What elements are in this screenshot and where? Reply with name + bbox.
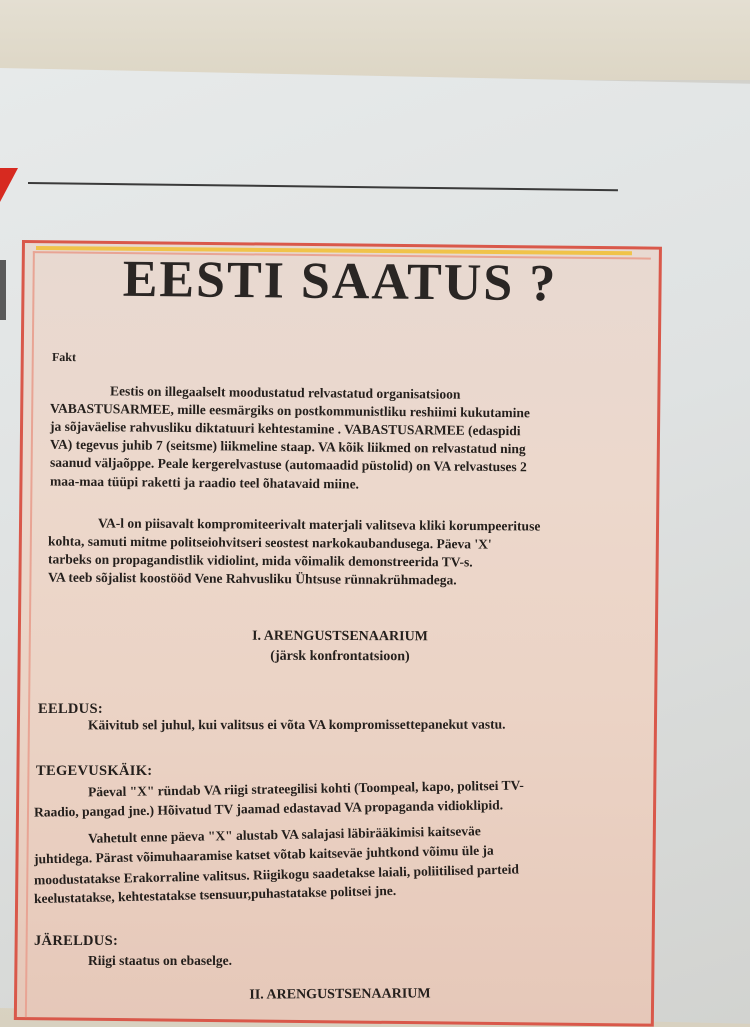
fakt-para1-line4: VA) tegevus juhib 7 (seitsme) liikmeline staap. VA kõik liikmed on relvastatud ning [49, 436, 526, 457]
tegevuskaik-line3: Vahetult enne päeva "X" alustab VA salajasi läbirääkimisi kaitseväe [87, 823, 481, 846]
tegevuskaik-line5: moodustatakse Erakorraline valitsus. Riigikogu saadetakse laiali, poliitilised parteid [33, 861, 520, 888]
tegevuskaik-line1: Päeval "X" ründab VA riigi strateegilisi kohti (Toompeal, kapo, politsei TV- [87, 777, 524, 800]
fakt-para1-line3: ja sõjaväelise rahvusliku diktatuuri kehtestamine . VABASTUSARMEE (edaspidi [49, 418, 521, 439]
eeldus-text: Käivitub sel juhul, kui valitsus ei võta VA kompromissettepanekut vastu. [87, 716, 506, 733]
fakt-para2-line1: VA-l on piisavalt kompromiteerivalt materjali valitseva kliki korumpeerituse [97, 515, 541, 534]
fakt-label: Fakt [51, 349, 77, 365]
fakt-para1-line1: Eestis on illegaalselt moodustatud relvastatud organisatsioon [109, 383, 461, 402]
scenario1-subtitle: (järsk konfrontatsioon) [270, 648, 410, 665]
jareldus-text: Riigi staatus on ebaselge. [88, 953, 233, 968]
scenario1-title: I. ARENGUSTSENAARIUM [252, 628, 428, 645]
tegevuskaik-line6: keelustatakse, kehtestatakse tsensuur,puhastatakse politsei jne. [33, 882, 397, 907]
fakt-para2-line4: VA teeb sõjalist koostööd Vene Rahvusliku Ühtsuse rünnakrühmadega. [47, 569, 457, 588]
tegevuskaik-label: TEGEVUSKÄIK: [36, 763, 153, 779]
fakt-para1-line6: maa-maa tüüpi raketti ja raadio teel õhatavaid miine. [49, 473, 360, 492]
fakt-para1-line5: saanud väljaõppe. Peale kergerelvastuse (automaadid püstolid) on VA relvastuses 2 [49, 454, 527, 475]
fakt-para2-line3: tarbeks on propagandistlik vidiolint, mida võimalik demonstreerida TV-s. [47, 551, 473, 570]
eeldus-label: EELDUS: [38, 701, 103, 717]
fakt-para2-line2: kohta, samuti mitme politseiohvitseri seostest narkokaubandusega. Päeva 'X' [47, 533, 492, 552]
fakt-para1-line2: VABASTUSARMEE, mille eesmärgiks on postkommunistliku reshiimi kukutamine [49, 400, 531, 421]
document-title: EESTI SAATUS ? [122, 250, 558, 313]
tegevuskaik-line2: Raadio, pangad jne.) Hõivatud TV jaamad edastavad VA propaganda vidioklipid. [33, 797, 504, 820]
jareldus-label: JÄRELDUS: [34, 933, 119, 949]
scenario2-title: II. ARENGUSTSENAARIUM [249, 986, 431, 1003]
tegevuskaik-line4: juhtidega. Pärast võimuhaaramise katset võtab kaitseväe juhtkond võimu üle ja [33, 842, 494, 867]
